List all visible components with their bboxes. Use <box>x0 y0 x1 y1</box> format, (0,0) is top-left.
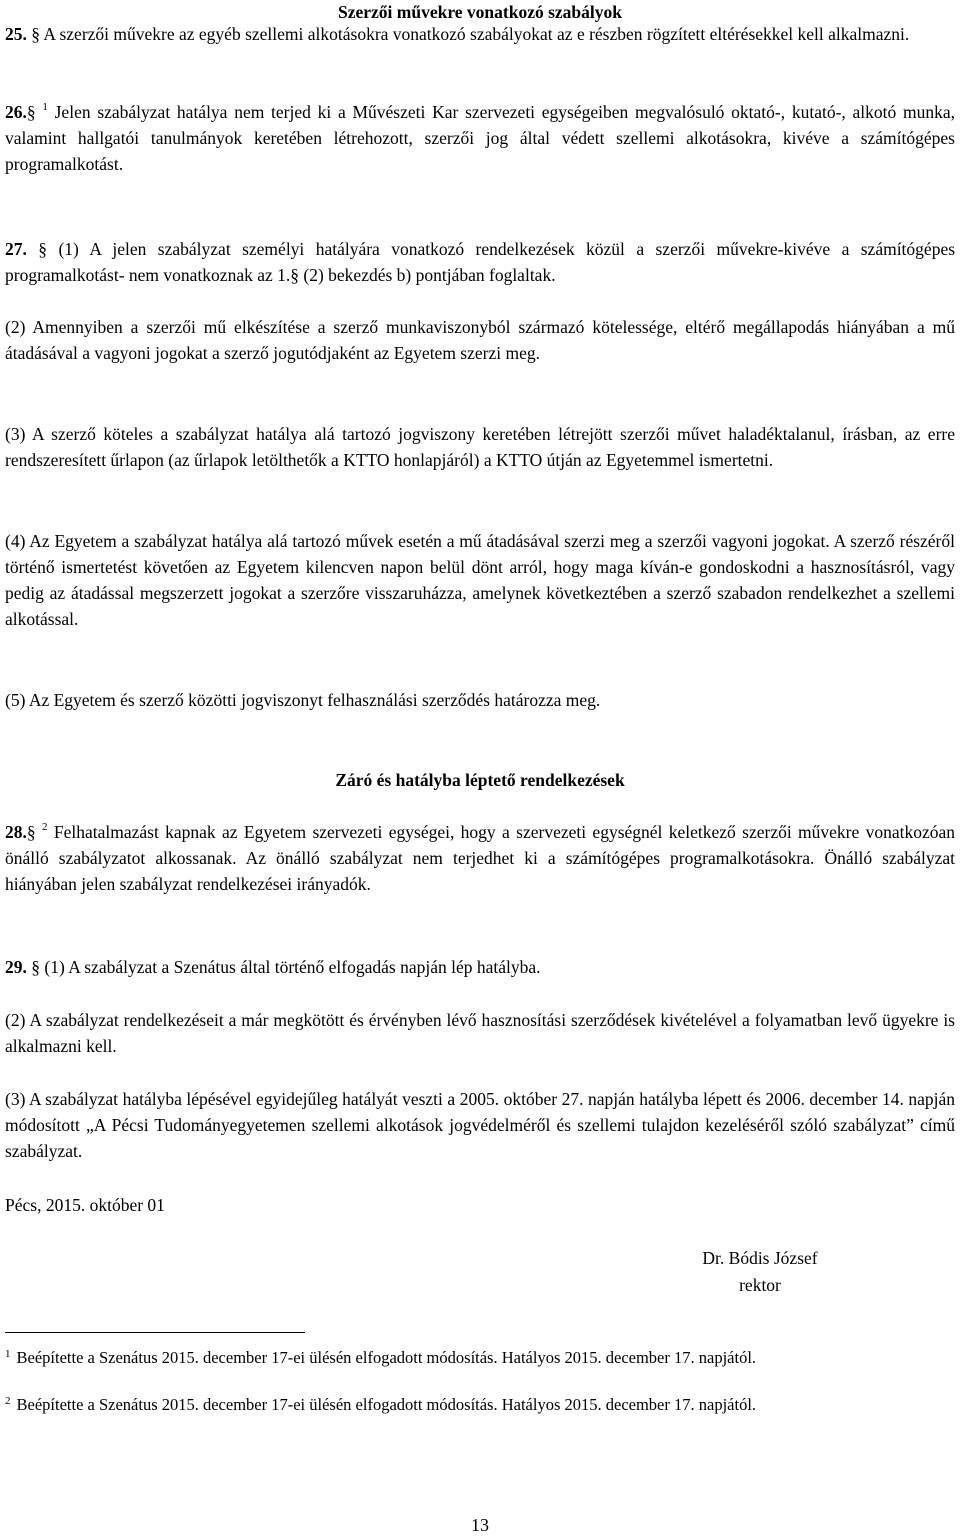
footnote-text: Beépítette a Szenátus 2015. december 17-ei ülésén elfogadott módosítás. Hatályos 2015. december 17. napjától. <box>16 1395 757 1414</box>
footnote-mark: 2 <box>5 1395 11 1407</box>
section-sign: § <box>290 265 299 285</box>
section-sign: § <box>26 102 36 122</box>
paragraph-27-5: (5) Az Egyetem és szerző közötti jogviszonyt felhasználási szerződés határozza meg. <box>5 690 601 710</box>
section-heading: Szerzői művekre vonatkozó szabályok <box>337 2 623 22</box>
paragraph-text: Felhatalmazást kapnak az Egyetem szervezeti egységei, hogy a szervezeti egységnél keletkező szerzői művekre vonatkozóan önálló szabályzatot alkossanak. Az önálló szabályzat nem terjedhet ki a számítógépes programalkotásokra. Önálló szabályzat hiányában jelen szabályzat rendelkezései irányadók. <box>5 822 956 894</box>
paragraph-27-4: (4) Az Egyetem a szabályzat hatálya alá tartozó művek esetén a mű átadásával szerzi meg a szerzői vagyoni jogokat. A szerző részéről történő ismertetést követően az Egyetem kilencven napon belül dönt arról, hogy maga kíván-e gondoskodni a hasznosításról, vagy pedig az átadással megszerzett jogokat a szerzőre visszaruházza, amelynek következtében a szerző szabadon rendelkezhet a szellemi alkotással. <box>5 531 955 629</box>
section-number: 28. <box>5 822 27 842</box>
paragraph-28 <box>5 819 955 897</box>
paragraph-text: (2) bekezdés b) pontjában foglaltak. <box>303 265 556 285</box>
paragraph-27-2: (2) Amennyiben a szerzői mű elkészítése a szerző munkaviszonyból származó kötelessége, eltérő megállapodás hiányában a mű átadásával a vagyoni jogokat a szerző jogutódjaként az Egyetem szerzi meg. <box>5 317 955 363</box>
paragraph-text: A szerzői művekre az egyéb szellemi alkotásokra vonatkozó szabályokat az e részben rögzített eltérésekkel kell alkalmazni. <box>43 24 910 44</box>
section-sign: § <box>31 24 40 44</box>
section-sign: § <box>38 239 48 259</box>
paragraph-27-3: (3) A szerző köteles a szabályzat hatálya alá tartozó jogviszony keretében létrejött szerzői művet haladéktalanul, írásban, az erre rendszeresített űrlapon (az űrlapok letölthetők a KTTO honlapjáról) a KTTO útján az Egyetemmel ismertetni. <box>5 424 955 470</box>
section-sign: § <box>26 822 36 842</box>
paragraph-text: (1) A jelen szabályzat személyi hatályára vonatkozó rendelkezések közül a szerzői művekre-kivéve a számítógépes programalkotást- nem vonatkoznak az 1. <box>5 239 956 285</box>
section-number: 26. <box>5 102 27 122</box>
section-number: 27. <box>5 239 27 259</box>
section-sign: § <box>31 957 40 977</box>
signer-title: rektor <box>739 1275 781 1295</box>
section-number: 25. <box>5 24 27 44</box>
footnote-ref: 2 <box>41 821 48 833</box>
document-page <box>5 0 955 1537</box>
paragraph-29-3: (3) A szabályzat hatályba lépésével egyidejűleg hatályát veszti a 2005. október 27. napján hatályba lépett és 2006. december 14. napján módosított „A Pécsi Tudományegyetemen szellemi alkotások jogvédelméről és szellemi tulajdon kezeléséről szóló szabályzat” című szabályzat. <box>5 1089 955 1161</box>
footnote-ref: 1 <box>42 101 48 113</box>
footnote-separator <box>5 1332 305 1333</box>
signer-name: Dr. Bódis József <box>702 1248 818 1268</box>
paragraph-text: Jelen szabályzat hatálya nem terjed ki a Művészeti Kar szervezeti egységeiben megvalósuló oktató-, kutató-, alkotó munka, valamint hallgatói tanulmányok keretében létrehozott, szerzői jog által védett szellemi alkotásokra, kivéve a számítógépes programalkotást. <box>5 102 956 174</box>
closing-heading: Záró és hatályba léptető rendelkezések <box>335 770 625 790</box>
paragraph-27-1 <box>5 236 955 288</box>
section-number: 29. <box>5 957 27 977</box>
footnote-mark: 1 <box>5 1348 11 1360</box>
paragraph-29-1 <box>5 954 955 980</box>
paragraph-25 <box>5 21 955 47</box>
place-date: Pécs, 2015. október 01 <box>5 1195 165 1215</box>
footnote-2 <box>5 1393 955 1416</box>
paragraph-26 <box>5 99 955 177</box>
paragraph-text: (1) A szabályzat a Szenátus által történő elfogadás napján lép hatályba. <box>44 957 541 977</box>
page-number: 13 <box>471 1515 489 1535</box>
footnote-1 <box>5 1346 955 1369</box>
footnote-text: Beépítette a Szenátus 2015. december 17-ei ülésén elfogadott módosítás. Hatályos 2015. december 17. napjától. <box>16 1348 757 1367</box>
paragraph-29-2: (2) A szabályzat rendelkezéseit a már megkötött és érvényben lévő hasznosítási szerződések kivételével a folyamatban levő ügyekre is alkalmazni kell. <box>5 1010 955 1056</box>
